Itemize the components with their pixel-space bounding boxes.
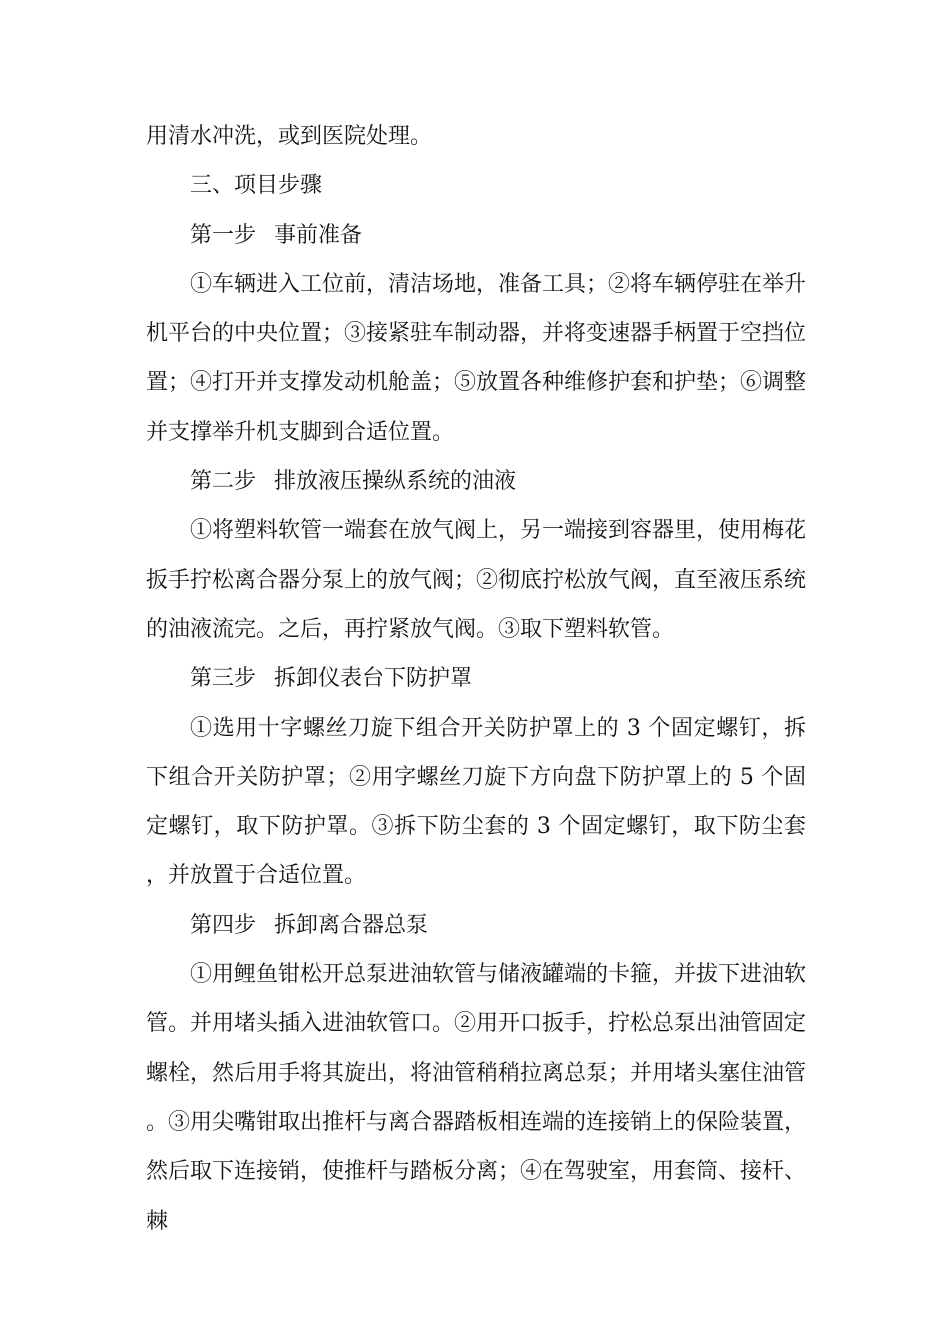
step-1-title: 事前准备 (274, 222, 363, 248)
step-4-body: ①用鲤鱼钳松开总泵进油软管与储液罐端的卡箍，并拔下进油软管。并用堵头插入进油软管口。②用开口扳手，拧松总泵出油管固定螺栓，然后用手将其旋出，将油管稍稍拉离总泵；并用堵头塞住油管。③用尖嘴钳取出推杆与离合器踏板相连端的连接销上的保险装置，然后取下连接销，使推杆与踏板分离；④在驾驶室，用套筒、接杆、棘 (146, 962, 807, 1234)
step-3-body: ①选用十字螺丝刀旋下组合开关防护罩上的 3 个固定螺钉，拆下组合开关防护罩；②用字螺丝刀旋下方向盘下防护罩上的 5 个固定螺钉，取下防护罩。③拆下防尘套的 3 个固定螺钉，取下防尘套，并放置于合适位置。 (146, 715, 806, 889)
step-1-label: 第一步 (190, 222, 257, 248)
step-3-title: 拆卸仪表台下防护罩 (274, 666, 473, 692)
step-2-label: 第二步 (190, 469, 257, 495)
step-2-heading (146, 457, 806, 506)
step-2-title: 排放液压操纵系统的油液 (274, 469, 517, 495)
step-3-label: 第三步 (190, 666, 257, 692)
step-4-heading (146, 901, 806, 950)
step-4-label: 第四步 (190, 912, 257, 938)
step-1-body: ①车辆进入工位前，清洁场地，准备工具；②将车辆停驻在举升机平台的中央位置；③接紧驻车制动器，并将变速器手柄置于空挡位置；④打开并支撑发动机舱盖；⑤放置各种维修护套和护垫；⑥调整并支撑举升机支脚到合适位置。 (146, 271, 807, 445)
continuation-paragraph: 用清水冲洗，或到医院处理。 (146, 124, 433, 149)
section-heading: 三、项目步骤 (190, 173, 323, 199)
document-page (146, 112, 806, 1246)
step-3-heading (146, 654, 806, 703)
step-1-heading (146, 211, 806, 260)
step-2-body: ①将塑料软管一端套在放气阀上，另一端接到容器里，使用梅花扳手拧松离合器分泵上的放气阀；②彻底拧松放气阀，直至液压系统的油液流完。之后，再拧紧放气阀。③取下塑料软管。 (146, 518, 807, 642)
step-4-title: 拆卸离合器总泵 (274, 912, 429, 938)
